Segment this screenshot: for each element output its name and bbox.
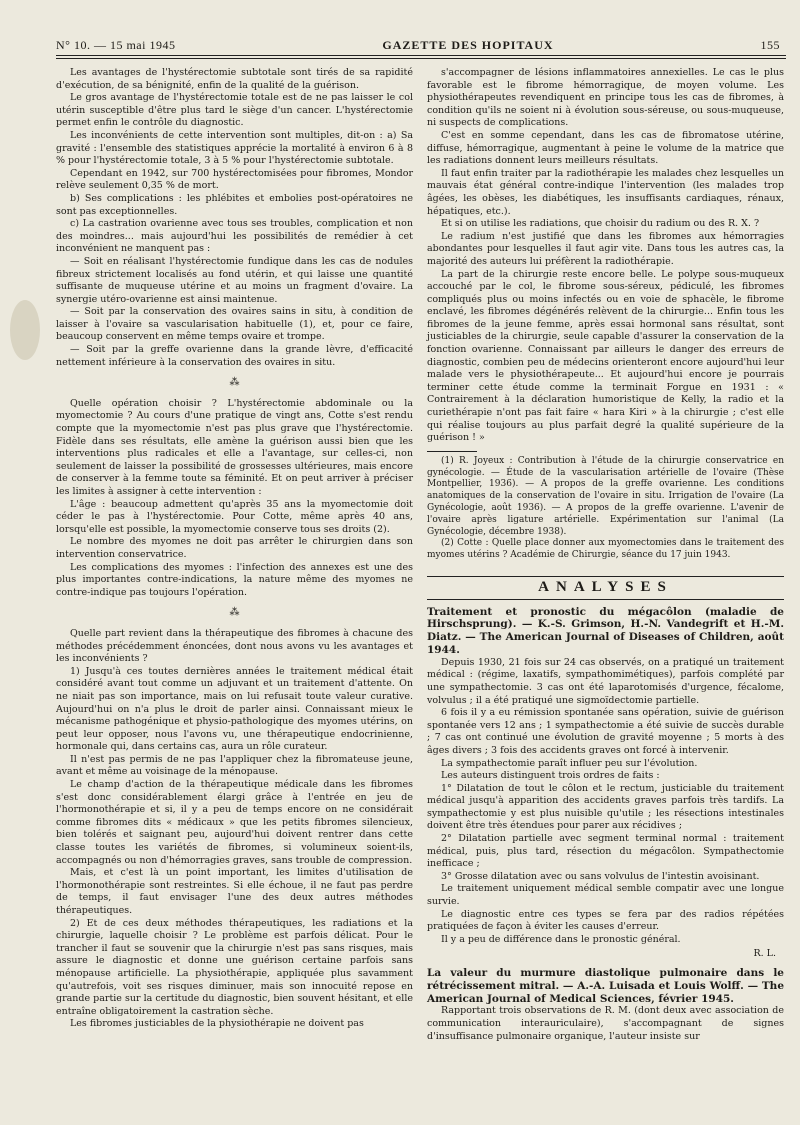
columns <box>56 67 786 1043</box>
paragraph: C'est en somme cependant, dans les cas de fibromatose utérine, diffuse, hémorragique, augmentant à peine le volume de la matrice que les radiations donnent leurs meilleurs résultats. <box>427 129 784 167</box>
page-number: 155 <box>760 38 780 52</box>
analyses-heading-text: ANALYSES <box>538 578 673 595</box>
paragraph: Le radium n'est justifié que dans les fibromes aux hémorragies abondantes pour lesquelles il faut agir vite. Dans tous les autres cas, la majorité des auteurs lui préfèrent la radiothérapie. <box>427 230 784 267</box>
paragraph: 3° Grosse dilatation avec ou sans volvulus de l'intestin avoisinant. <box>441 870 760 882</box>
paragraph: Le nombre des myomes ne doit pas arrêter le chirurgien dans son intervention conservatrice. <box>56 536 413 560</box>
footnote-rule <box>427 451 477 452</box>
paragraph: Rapportant trois observations de R. M. (dont deux avec association de communication interauriculaire), s'accompagnant de signes d'insuffisance pulmonaire organique, l'auteur insiste sur <box>427 1005 784 1042</box>
page-header <box>56 38 786 55</box>
paragraph: 1° Dilatation de tout le côlon et le rectum, justiciable du traitement médical jusqu'à apparition des accidents graves parfois très tardifs. La sympathectomie y est plus nuisible qu'utile ; les résections intestinales doivent être très étendues pour parer aux récidives ; <box>427 782 784 832</box>
left-column <box>56 67 413 1043</box>
paragraph: L'âge : beaucoup admettent qu'après 35 ans la myomectomie doit céder le pas à l'hystérectomie. Pour Cotte, même après 40 ans, lorsqu'elle est possible, la myomectomie conserve tous ses droits (2). <box>56 498 413 535</box>
paragraph: La part de la chirurgie reste encore belle. Le polype sous-muqueux accouché par le col, le fibrome sous-séreux, pédiculé, les fibromes compliqués plus ou moins infectés ou en voie de sphacèle, le fibrome enclavé, les fibromes dégénérés relèvent de la chirurgie... Enfin tous les fibromes de la jeune femme, après essai hormonal sans résultat, sont justiciables de la chirurgie, seule capable d'assurer la conservation de la fonction ovarienne. Connaissant par ailleurs le danger des erreurs de diagnostic, combien peu de médecins orienteront encore aujourd'hui leur malade vers le physiothérapeute... Et aujourd'hui encore je pourrais terminer cette étude comme la terminait Forgue en 1931 : « Contrairement à la déclaration humoristique de Kelly, la radio et la curiethérapie n'ont pas fait faire « hara Kiri » à la chirurgie ; c'est elle qui réalise toujours au plus parfait degré la qualité supérieure de la guérison ! » <box>427 268 784 444</box>
footnotes <box>427 456 784 562</box>
paragraph: — Soit par la greffe ovarienne dans la grande lèvre, d'efficacité nettement inférieure à la conservation des ovaires in situ. <box>56 344 413 368</box>
paragraph: Les fibromes justiciables de la physiothérapie ne doivent pas <box>70 1018 364 1030</box>
header-rule <box>56 55 786 56</box>
paragraph: Quelle part revient dans la thérapeutique des fibromes à chacune des méthodes précédemment énoncées, dont nous avons vu les avantages et les inconvénients ? <box>56 627 413 665</box>
paragraph: Il y a peu de différence dans le pronostic général. <box>441 933 681 945</box>
issue-date: N° 10. — 15 mai 1945 <box>56 38 176 52</box>
paragraph: s'accompagner de lésions inflammatoires annexielles. Le cas le plus favorable est le fibrome hémorragique, de moyen volume. Les physiothérapeutes revendiquent en principe tous les cas de fibromes, à condition qu'ils ne soient ni à évolution sous-séreuse, ou sous-muqueuse, ni suspects de complications. <box>427 67 784 129</box>
paragraph: b) Ses complications : les phlébites et embolies post-opératoires ne sont pas exceptionnelles. <box>56 192 413 217</box>
paragraph: Les inconvénients de cette intervention sont multiples, dit-on : a) Sa gravité : l'ensemble des statistiques apprécie la mortalité à environ 6 à 8 % pour l'hystérectomie totale, 3 à 5 % pour l'hystérectomie subtotale. <box>56 129 413 167</box>
article-title: Traitement et pronostic du mégacôlon (maladie de Hirschsprung). — K.-S. Grimson, H.-N. Vandegrift et H.-M. Diatz. — The American Journal of Diseases of Children, août 1944. <box>427 605 784 656</box>
paragraph: c) La castration ovarienne avec tous ses troubles, complication et non des moindres... mais aujourd'hui les possibilités de remédier à cet inconvénient ne manquent pas : <box>56 218 413 255</box>
paragraph: Le diagnostic entre ces types se fera par des radios répétées pratiquées de façon à éviter les causes d'erreur. <box>427 908 784 933</box>
paragraph: Cependant en 1942, sur 700 hystérectomisées pour fibromes, Mondor relève seulement 0,35 % de mort. <box>56 167 413 192</box>
separator: ⁂ <box>229 607 240 619</box>
paragraph: 2) Et de ces deux méthodes thérapeutiques, les radiations et la chirurgie, laquelle choisir ? Le problème est parfois délicat. Pour le trancher il faut se souvenir que la chirurgie n'est pas sans risques, mais assure le diagnostic et donne une guérison certaine parfois sans ménopause artificielle. La physiothérapie, appliquée plus savamment qu'autrefois, voit ses risques diminuer, mais son innocuité repose en grande partie sur la certitude du diagnostic, bien souvent hésitant, et elle entraîne obligatoirement la castration sèche. <box>56 917 413 1017</box>
paragraph: Et si on utilise les radiations, que choisir du radium ou des R. X. ? <box>441 218 760 230</box>
analyses-heading <box>427 576 784 600</box>
paragraph: — Soit par la conservation des ovaires sains in situ, à condition de laisser à l'ovaire sa vascularisation habituelle (1), et, pour ce faire, beaucoup conservent en même temps ovaire et trompe. <box>56 306 413 343</box>
journal-title: GAZETTE DES HOPITAUX <box>382 38 554 52</box>
paragraph: 2° Dilatation partielle avec segment terminal normal : traitement médical, puis, plus tard, résection du mégacôlon. Sympathectomie inefficace ; <box>427 833 784 870</box>
paragraph: Le champ d'action de la thérapeutique médicale dans les fibromes s'est donc considérablement élargi grâce à l'entrée en jeu de l'hormonothérapie et si, il y a peu de temps encore on ne considérait comme fibromes dits « médicaux » que les petits fibromes silencieux, bien tolérés et saignant peu, aujourd'hui doivent rentrer dans cette classe toutes les variétés de fibromes, si volumineux soient-ils, accompagnés ou non d'hémorragies graves, sans trouble de compression. <box>56 779 413 866</box>
paragraph: Le traitement uniquement médical semble compatir avec une longue survie. <box>427 883 784 908</box>
paragraph: Il n'est pas permis de ne pas l'appliquer chez la fibromateuse jeune, avant et même au voisinage de la ménopause. <box>56 753 413 778</box>
separator: ⁂ <box>229 377 240 389</box>
paragraph: Les avantages de l'hystérectomie subtotale sont tirés de sa rapidité d'exécution, de sa bénignité, enfin de la qualité de la guérison. <box>56 67 413 91</box>
article-title: La valeur du murmure diastolique pulmonaire dans le rétrécissement mitral. — A.-A. Luisada et Louis Wolff. — The American Journal of Medical Sciences, février 1945. <box>427 967 784 1005</box>
paragraph: 1) Jusqu'à ces toutes dernières années le traitement médical était considéré avant tout comme un adjuvant et un traitement d'attente. On ne niait pas son importance, mais on lui refusait toute valeur curative. Aujourd'hui on n'a plus le droit de parler ainsi. Connaissant mieux le mécanisme pathogénique et physio-pathologique des myomes utérins, on peut leur opposer, nous l'avons vu, une thérapeutique endocrinienne, hormonale qui, dans certains cas, aura un rôle curateur. <box>56 665 413 753</box>
paper-stain <box>10 300 40 360</box>
paragraph: Les complications des myomes : l'infection des annexes est une des plus importantes contre-indications, la nature même des myomes ne contre-indique pas toujours l'opération. <box>56 561 413 598</box>
header-rule-thin <box>56 58 786 59</box>
right-column <box>427 67 784 1043</box>
paragraph: 6 fois il y a eu rémission spontanée sans opération, suivie de guérison spontanée vers 12 ans ; 1 sympathectomie a été suivie de succès durable ; 7 cas ont continué une évolution de gravité moyenne ; 5 morts à des âges divers ; 3 fois des accidents graves ont forcé à intervenir. <box>427 707 784 756</box>
article-signature: R. L. <box>753 948 776 960</box>
paragraph: Depuis 1930, 21 fois sur 24 cas observés, on a pratiqué un traitement médical : (régime, laxatifs, sympathomimétiques), parfois complété par une sympathectomie. 3 cas ont été laparotomisés d'urgence, fécalome, volvulus ; il a été pratiqué une sigmoïdectomie partielle. <box>427 656 784 706</box>
paragraph: Mais, et c'est là un point important, les limites d'utilisation de l'hormonothérapie sont restreintes. Si elle échoue, il ne faut pas perdre de temps, il faut envisager l'une des deux autres méthodes thérapeutiques. <box>56 867 413 916</box>
paragraph: (1) R. Joyeux : Contribution à l'étude de la chirurgie conservatrice en gynécologie. — Étude de la vascularisation artérielle de l'ovaire (Thèse Montpellier, 1936). — A propos de la greffe ovarienne. Les conditions anatomiques de la conservation de l'ovaire in situ. Irrigation de l'ovaire (La Gynécologie, août 1936). — A propos de la greffe ovarienne. L'avenir de l'ovaire après ligature artérielle. Expérimentation sur l'animal (La Gynécologie, décembre 1938). <box>427 455 784 537</box>
paragraph: Quelle opération choisir ? L'hystérectomie abdominale ou la myomectomie ? Au cours d'une pratique de vingt ans, Cotte s'est rendu compte que la myomectomie n'est pas plus grave que l'hystérectomie. Fidèle dans ses résultats, elle amène la guérison aussi bien que les interventions plus radicales et elle a l'avantage, sur celles-ci, non seulement de laisser la possibilité de grossesses ultérieures, mais encore de conserver à la femme toute sa féminité. Et on peut arriver à préciser les limites à assigner à cette intervention : <box>56 397 413 497</box>
paragraph: Le gros avantage de l'hystérectomie totale est de ne pas laisser le col utérin susceptible d'être plus tard le siège d'un cancer. L'hystérectomie permet enfin le contrôle du diagnostic. <box>56 92 413 129</box>
paragraph: Les auteurs distinguent trois ordres de faits : <box>441 770 660 782</box>
paragraph: — Soit en réalisant l'hystérectomie fundique dans les cas de nodules fibreux strictement localisés au fond utérin, et qui laisse une quantité suffisante de muqueuse utérine et au moins un fragment d'ovaire. La synergie utéro-ovarienne est ainsi maintenue. <box>56 255 413 305</box>
paragraph: La sympathectomie paraît influer peu sur l'évolution. <box>441 757 698 769</box>
paragraph: Il faut enfin traiter par la radiothérapie les malades chez lesquelles un mauvais état général contre-indique l'intervention (les malades trop âgées, les obèses, les diabétiques, les insuffisants cardiaques, rénaux, hépatiques, etc.). <box>427 167 784 217</box>
paragraph: (2) Cotte : Quelle place donner aux myomectomies dans le traitement des myomes utérins ? Académie de Chirurgie, séance du 17 juin 1943. <box>427 538 784 561</box>
